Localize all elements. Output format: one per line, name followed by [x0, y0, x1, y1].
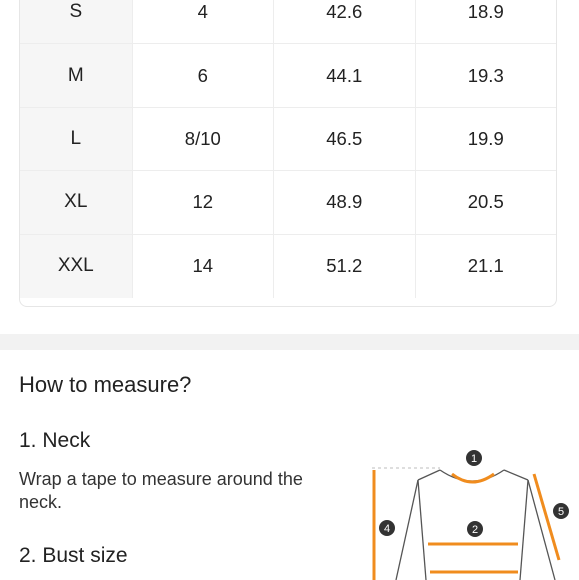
- value-cell: 6: [133, 44, 274, 106]
- marker-label: 1: [470, 453, 478, 465]
- value-cell: 21.1: [467, 255, 504, 277]
- value-cell: 44.1: [274, 44, 415, 106]
- value-cell: 14: [133, 235, 274, 298]
- marker-4: [379, 520, 395, 536]
- value-cell: 20.5: [467, 191, 504, 213]
- neck-step-title: 1. Neck: [19, 429, 91, 452]
- value-cell: 46.5: [274, 108, 415, 170]
- size-cell: XL: [20, 171, 133, 233]
- table-row: [20, 108, 556, 171]
- measure-lines: [374, 470, 559, 580]
- size-cell: L: [20, 108, 133, 170]
- value-cell: 12: [133, 171, 274, 233]
- marker-label: 5: [557, 506, 565, 518]
- value-cell: 18.9: [467, 1, 504, 23]
- table-row: [20, 235, 556, 298]
- table-row: [20, 171, 556, 234]
- table-row: [20, 0, 556, 44]
- how-to-measure-heading: How to measure?: [19, 372, 192, 397]
- size-cell: S: [20, 0, 133, 43]
- value-cell: 4: [133, 0, 274, 43]
- bust-step-title: 2. Bust size: [19, 544, 128, 567]
- marker-5: [553, 503, 569, 519]
- value-cell: 51.2: [274, 235, 415, 298]
- marker-label: 4: [383, 523, 391, 535]
- marker-1: [466, 450, 482, 466]
- size-cell: M: [20, 44, 133, 106]
- size-cell: XXL: [20, 235, 133, 298]
- neck-measure-line: [452, 474, 494, 482]
- value-cell: 19.3: [467, 64, 504, 86]
- table-row: [20, 44, 556, 107]
- marker-2: [467, 521, 483, 537]
- value-cell: 42.6: [274, 0, 415, 43]
- marker-label: 2: [471, 524, 479, 536]
- value-cell: 8/10: [133, 108, 274, 170]
- value-cell: 19.9: [467, 127, 504, 149]
- measurement-diagram: [360, 440, 579, 580]
- size-chart-table: [19, 0, 557, 307]
- section-divider: [0, 334, 579, 350]
- neck-step-description: Wrap a tape to measure around the neck.: [19, 469, 303, 512]
- value-cell: 48.9: [274, 171, 415, 233]
